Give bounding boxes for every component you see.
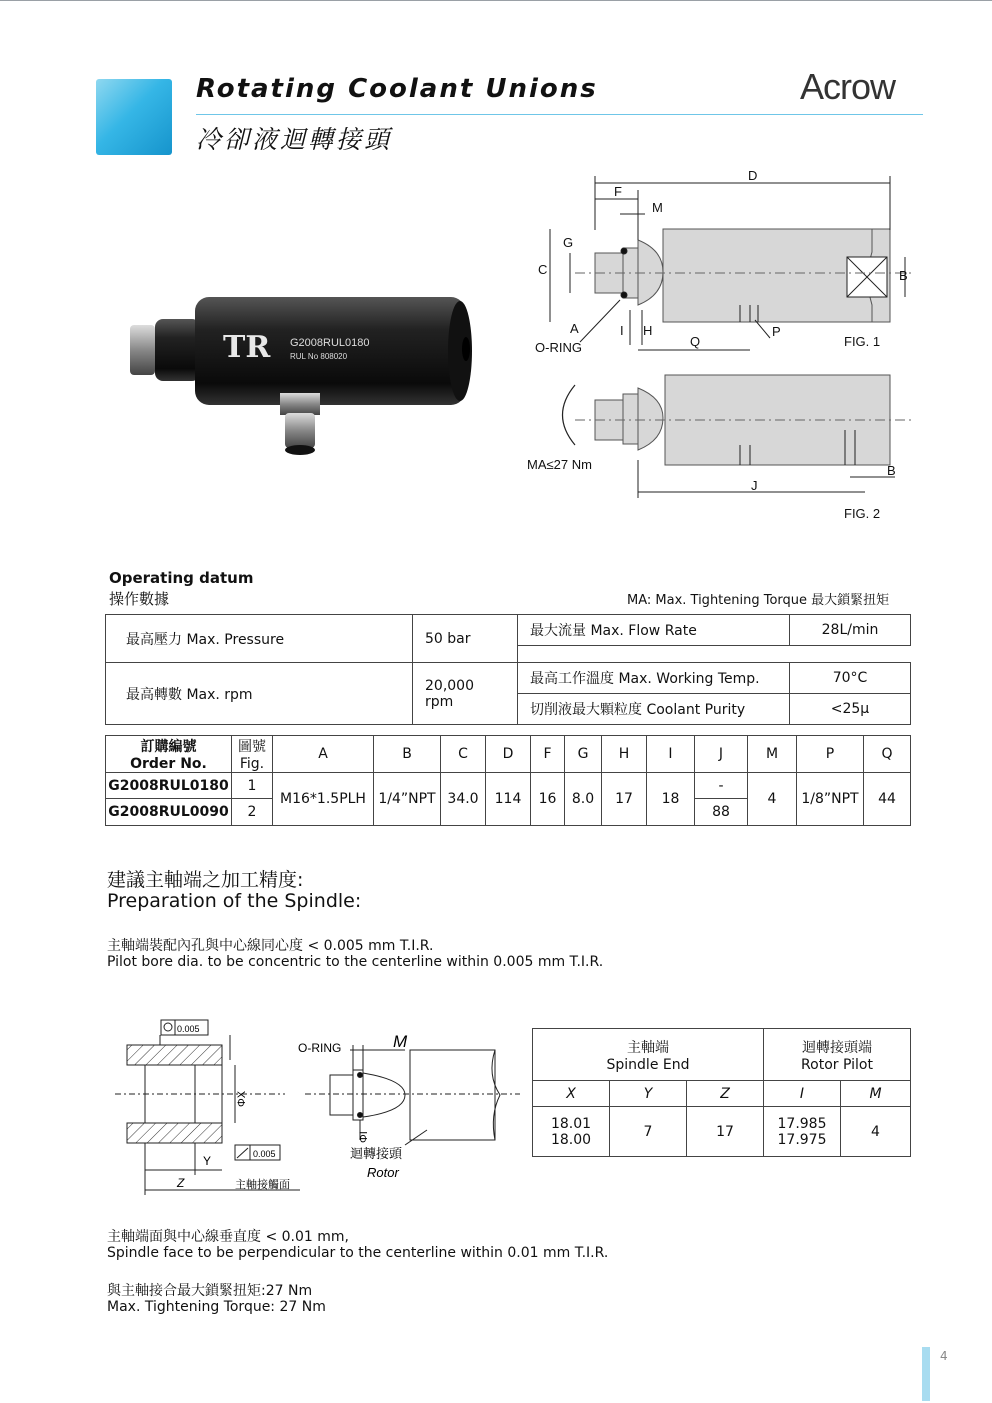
val-J-2: 88 — [695, 799, 748, 826]
section-color-tile — [96, 79, 172, 155]
col-Q: Q — [864, 736, 911, 773]
note3-en: Max. Tightening Torque: 27 Nm — [107, 1299, 326, 1315]
operating-heading-en: Operating datum — [109, 569, 254, 587]
product-model-marking: G2008RUL0180 — [290, 337, 370, 349]
dim-Y: Y — [203, 1154, 212, 1168]
nut-section — [155, 319, 200, 381]
page-number: 4 — [940, 1349, 948, 1363]
torque-label: MA≤27 Nm — [527, 457, 592, 472]
val-C: 34.0 — [441, 773, 486, 826]
title-divider — [196, 114, 923, 115]
fig1-label: FIG. 1 — [844, 334, 881, 349]
spindle-diagram — [105, 1015, 525, 1205]
temp-value: 70°C — [790, 663, 911, 694]
rpm-label: 最高轉數 Max. rpm — [106, 663, 413, 725]
val-M-rotor: 4 — [841, 1107, 911, 1157]
fig-1: 1 — [232, 773, 273, 799]
dim-F: F — [614, 184, 622, 199]
col-Z: Z — [687, 1081, 764, 1107]
col-I: I — [647, 736, 695, 773]
fitting-base — [280, 393, 320, 415]
col-Y: Y — [610, 1081, 687, 1107]
col-J: J — [695, 736, 748, 773]
dim-A: A — [570, 321, 579, 336]
body-port — [462, 337, 470, 361]
dim-J: J — [751, 478, 758, 493]
col-A: A — [273, 736, 374, 773]
dim-B-fig2: B — [887, 463, 896, 478]
dim-I: I — [620, 323, 624, 338]
dim-G: G — [563, 235, 574, 250]
val-Z: 17 — [687, 1107, 764, 1157]
product-serial-marking: RUL No 808020 — [290, 352, 348, 361]
pressure-label: 最高壓力 Max. Pressure — [106, 615, 413, 663]
dim-B: B — [899, 268, 908, 283]
col-G: G — [565, 736, 602, 773]
note3-zh: 與主軸接合最大鎖緊扭矩:27 Nm — [107, 1283, 313, 1299]
note2-zh: 主軸端面與中心線垂直度 < 0.01 mm, — [107, 1229, 349, 1245]
dim-M: M — [652, 200, 663, 215]
val-J-1: - — [695, 773, 748, 799]
dim-H: H — [643, 323, 653, 338]
diagram-M-label: M — [393, 1032, 408, 1051]
val-D: 114 — [486, 773, 531, 826]
order-no-header: 訂購編號 Order No. — [106, 736, 232, 773]
col-M-rotor: M — [841, 1081, 911, 1107]
val-I: 18 — [647, 773, 695, 826]
dim-Q: Q — [690, 334, 701, 349]
dim-phiI: ΦI — [358, 1131, 370, 1143]
col-P: P — [797, 736, 864, 773]
col-C: C — [441, 736, 486, 773]
top-rule — [0, 0, 992, 1]
spindle-heading-en: Preparation of the Spindle: — [107, 890, 362, 912]
order-no-1: G2008RUL0180 — [106, 773, 232, 799]
spindle-face-label: 主軸接觸面 — [235, 1178, 290, 1191]
spindle-table — [532, 1028, 911, 1157]
purity-label: 切削液最大顆粒度 Coolant Purity — [518, 694, 790, 725]
thread-stub — [130, 325, 155, 375]
torque-arrow — [563, 385, 576, 445]
dim-D: D — [748, 168, 758, 183]
val-H: 17 — [602, 773, 647, 826]
temp-label: 最高工作溫度 Max. Working Temp. — [518, 663, 790, 694]
fitting-collar — [285, 445, 315, 455]
val-X: 18.01 18.00 — [533, 1107, 610, 1157]
val-Q: 44 — [864, 773, 911, 826]
page-marker-bar — [922, 1347, 930, 1401]
brand-logo: Acrow — [800, 66, 896, 107]
note1-zh: 主軸端裝配內孔與中心線同心度 < 0.005 mm T.I.R. — [107, 938, 434, 954]
col-M: M — [748, 736, 797, 773]
oring-label: O-RING — [535, 340, 582, 355]
val-G: 8.0 — [565, 773, 602, 826]
product-photo — [120, 285, 490, 465]
pressure-value: 50 bar — [413, 615, 518, 663]
purity-value: <25µ — [790, 694, 911, 725]
val-I-rotor: 17.985 17.975 — [764, 1107, 841, 1157]
product-logo: TR — [223, 330, 271, 365]
operating-heading-zh: 操作數據 — [109, 590, 170, 608]
rotor-pilot-header: 迴轉接頭端 Rotor Pilot — [764, 1029, 911, 1081]
diagram-oring-label: O-RING — [298, 1041, 342, 1055]
rpm-value: 20,000 rpm — [413, 663, 518, 725]
val-F: 16 — [531, 773, 565, 826]
dim-P: P — [772, 324, 781, 339]
note2-en: Spindle face to be perpendicular to the centerline within 0.01 mm T.I.R. — [107, 1245, 609, 1261]
page-subtitle: 冷卻液迴轉接頭 — [196, 125, 393, 154]
order-no-2: G2008RUL0090 — [106, 799, 232, 826]
ma-note: MA: Max. Tightening Torque 最大鎖緊扭矩 — [627, 593, 890, 608]
col-I-rotor: I — [764, 1081, 841, 1107]
col-F: F — [531, 736, 565, 773]
dimension-drawing — [520, 160, 920, 530]
dim-phiX: ΦX — [236, 1090, 248, 1107]
col-D: D — [486, 736, 531, 773]
flow-value: 28L/min — [790, 615, 911, 646]
push-fitting — [285, 413, 315, 448]
col-X: X — [533, 1081, 610, 1107]
spindle-heading-zh: 建議主軸端之加工精度: — [107, 869, 304, 891]
dim-Z: Z — [177, 1176, 185, 1190]
page-title: Rotating Coolant Unions — [196, 74, 598, 104]
note1-en: Pilot bore dia. to be concentric to the centerline within 0.005 mm T.I.R. — [107, 954, 604, 970]
val-M: 4 — [748, 773, 797, 826]
flow-label: 最大流量 Max. Flow Rate — [518, 615, 790, 646]
col-B: B — [374, 736, 441, 773]
val-B: 1/4”NPT — [374, 773, 441, 826]
dim-C: C — [538, 262, 548, 277]
rotor-label-zh: 迴轉接頭 — [350, 1147, 403, 1162]
tol2-value: 0.005 — [253, 1149, 276, 1159]
val-A: M16*1.5PLH — [273, 773, 374, 826]
order-table — [105, 735, 911, 826]
rotor-label-en: Rotor — [367, 1165, 399, 1180]
val-Y: 7 — [610, 1107, 687, 1157]
fig2-label: FIG. 2 — [844, 506, 881, 521]
spindle-end-header: 主軸端 Spindle End — [533, 1029, 764, 1081]
val-P: 1/8”NPT — [797, 773, 864, 826]
fig-2: 2 — [232, 799, 273, 826]
operating-table — [105, 614, 911, 725]
col-H: H — [602, 736, 647, 773]
fig2-rotor-dome — [638, 388, 663, 450]
fig-header: 圖號 Fig. — [232, 736, 273, 773]
tol1-value: 0.005 — [177, 1024, 200, 1034]
